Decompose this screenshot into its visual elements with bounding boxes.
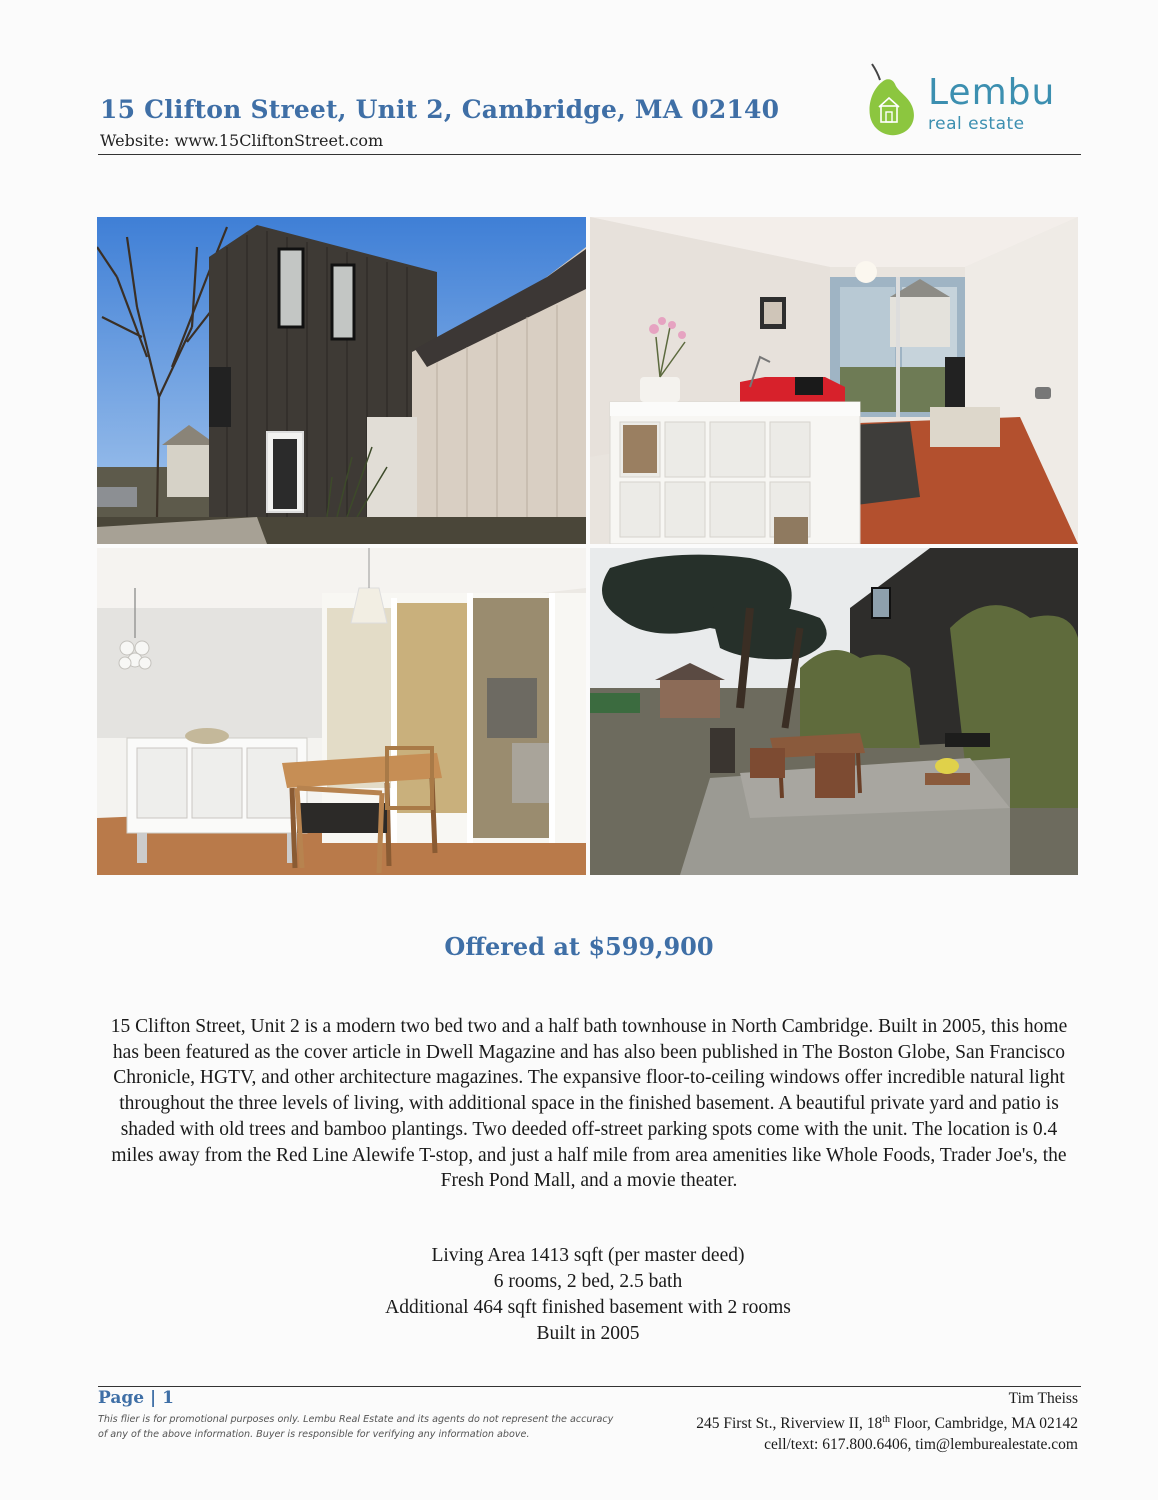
agent-contact: [696, 1388, 1078, 1455]
header-divider: [98, 154, 1081, 155]
spec-basement: Additional 464 sqft finished basement with 2 rooms: [385, 1297, 791, 1318]
patio-photo: [590, 548, 1078, 875]
property-specs: [0, 1243, 1158, 1347]
agent-name: Tim Theiss: [1008, 1390, 1078, 1407]
living-room-photo: [590, 217, 1078, 544]
agent-address: [696, 1409, 1078, 1434]
website-link[interactable]: Website: www.15CliftonStreet.com: [100, 131, 384, 150]
page-number: Page | 1: [98, 1388, 174, 1408]
property-description: 15 Clifton Street, Unit 2 is a modern two bed two and a half bath townhouse in North Cambridge. Built in 2005, this home has been featured as the cover article in Dwell Magazine and has also been published in The Boston Globe, San Francisco Chronicle, HGTV, and other architecture magazines. The expansive floor-to-ceiling windows offer incredible natural light throughout the three levels of living, with additional space in the finished basement. A beautiful private yard and patio is shaded with old trees and bamboo plantings. Two deeded off-street parking spots come with the unit. The location is 0.4 miles away from the Red Line Alewife T-stop, and just a half mile from area amenities like Whole Foods, Trader Joe's, the Fresh Pond Mall, and a movie theater.: [110, 1016, 1068, 1192]
offer-price: Offered at $599,900: [444, 932, 714, 961]
pear-house-icon: [862, 60, 932, 140]
dining-room-photo: [97, 548, 586, 875]
exterior-photo: [97, 217, 586, 544]
disclaimer: This flier is for promotional purposes only. Lembu Real Estate and its agents do not represent the accuracy of any of the above information. Buyer is responsible for verifying any information above.: [98, 1414, 614, 1440]
logo-subtitle: real estate: [928, 114, 1025, 134]
agent-phone-email[interactable]: cell/text: 617.800.6406, tim@lemburealestate.com: [764, 1436, 1078, 1454]
spec-built: Built in 2005: [536, 1323, 640, 1344]
property-address-title: 15 Clifton Street, Unit 2, Cambridge, MA 02140: [100, 95, 780, 124]
address-city: Floor, Cambridge, MA 02142: [890, 1415, 1078, 1433]
spec-rooms: 6 rooms, 2 bed, 2.5 bath: [493, 1271, 683, 1292]
spec-living-area: Living Area 1413 sqft (per master deed): [431, 1245, 745, 1266]
lembu-logo: [862, 60, 1072, 140]
address-ordinal: th: [882, 1414, 891, 1425]
footer-divider: [98, 1386, 1081, 1387]
address-street: 245 First St., Riverview II, 18: [696, 1415, 883, 1433]
logo-name: Lembu: [928, 72, 1056, 113]
